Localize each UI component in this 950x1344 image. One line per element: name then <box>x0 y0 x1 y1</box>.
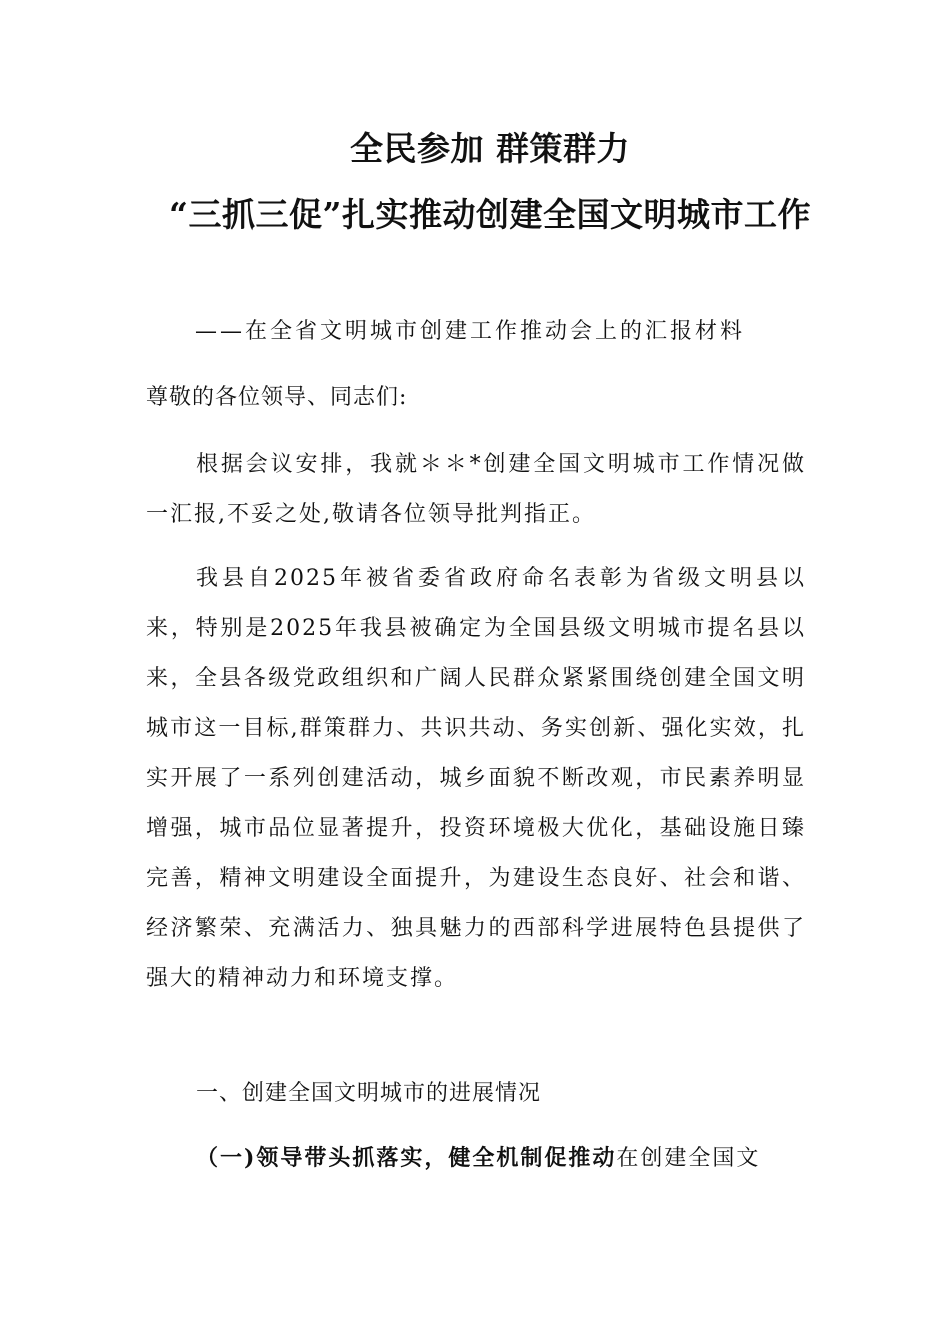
subsection-text: 在创建全国文 <box>616 1146 761 1171</box>
section-heading: 一、创建全国文明城市的进展情况 <box>196 1081 542 1106</box>
paragraph-intro: 根据会议安排，我就＊＊*创建全国文明城市工作情况做一汇报,不妥之处,敬请各位领导批判指正。 <box>146 452 806 527</box>
salutation: 尊敬的各位领导、同志们: <box>146 385 408 410</box>
document-subtitle: ——在全省文明城市创建工作推动会上的汇报材料 <box>195 319 746 344</box>
paragraph-background: 我县自2025年被省委省政府命名表彰为省级文明县以来，特别是2025年我县被确定为全国县级文明城市提名县以来，全县各级党政组织和广阔人民群众紧紧围绕创建全国文明城市这一目标,群策群力、共识共动、务实创新、强化实效，扎实开展了一系列创建活动，城乡面貌不断改观，市民素养明显增强，城市品位显著提升，投资环境极大优化，基础设施日臻完善，精神文明建设全面提升，为建设生态良好、社会和谐、经济繁荣、充满活力、独具魅力的西部科学进展特色县提供了强大的精神动力和环境支撑。 <box>146 566 806 991</box>
subsection-heading: （一)领导带头抓落实，健全机制促推动 <box>196 1145 617 1171</box>
document-title-line-1: 全民参加 群策群力 <box>350 129 630 168</box>
paragraph-subsection <box>196 1136 836 1181</box>
document-title-line-2: “三抓三促”扎实推动创建全国文明城市工作 <box>169 195 811 234</box>
